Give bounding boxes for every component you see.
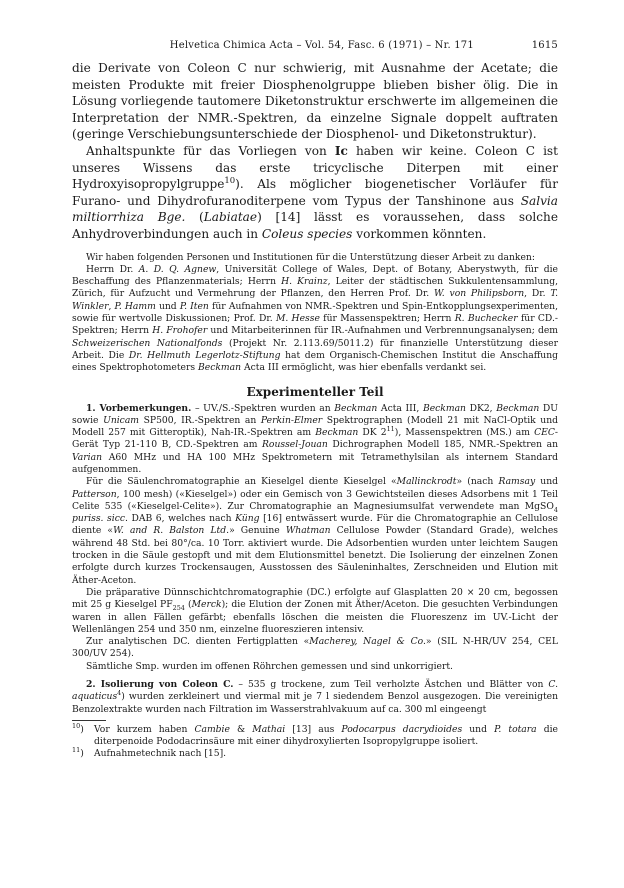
text-run: Anhaltspunkte für das Vorliegen von [86,143,335,158]
brand-name: Beckman [496,402,540,414]
text-run: Herrn Dr. [86,263,139,275]
person-name: W. von Philipsborn [433,288,525,300]
text-run: ), Massenspektren (MS.) am [394,427,535,439]
tlc-analytical-paragraph [72,636,558,661]
text-run: , Leiter der städtischen Sukkulentensammlung, Zürich, für Aufzucht und Vermehrung der Pflanzen, den Herren Prof. Dr. [72,276,558,300]
footnote-ref: 11 [386,425,395,434]
text-run: ); die Elution der Zonen mit Äther/Aceton. Die gesuchten Verbindungen waren in allen Fällen gefärbt; ebenfalls löschen die meisten die Fluoreszenz im UV.-Licht der Wellenlängen 254 und 350 nm, einzelne fluoreszieren intensiv. [72,599,558,635]
subscript: 4 [553,505,558,514]
text-run: , [108,300,115,312]
person-name: Cambie [194,723,230,735]
text-run: ) [14] lässt es voraussehen, dass solche Anhydroverbindungen auch in [72,210,558,241]
species-name: P. totara [494,723,537,735]
brand-name: W. and R. Balston Ltd. [113,525,230,537]
text-run: vorkommen könnten. [352,226,487,241]
person-name: Ramsay [498,476,536,488]
text-run: Cellulose Powder (Standard Grade), welches während 48 Std. bei 80°/ca. 10 Torr. aktiviert wurde. Die Adsorbentien wurden unter leichtem Saugen trocken in die Säule gestopft und mit dem Elutionsmittel benetzt. Die Isolierung der einzelnen Zonen erfolgte durch kurzes Trockensaugen, Ausstossen des Säuleninhaltes, Zerschneiden und Elution mit Äther-Aceton. [72,525,558,586]
person-name: T. Winkler [72,288,559,312]
text-run: die diterpenoide Pododacrinsäure mit einer dihydroxylierten Isopropylgruppe isoliert. [94,723,558,747]
text-run: ( [184,599,192,611]
person-name: H. Frohofer [152,325,208,337]
text-run: und [462,723,495,735]
body-paragraph-1: die Derivate von Coleon C nur schwierig, mit Ausnahme der Acetate; die meisten Produkte mit freier Diosphenolgruppe blieben bisher ölig. Die in Lösung vorliegende tautomere Diketonstruktur erschwerte im allgemeinen die Interpretation der NMR.-Spektren, da einzelne Signale doppelt auftraten (geringe Verschiebungsunterschiede der Diosphenol- und Diketonstruktur). [72,61,558,142]
text-run: -Gerät Typ 21-110 B, CD.-Spektren am [72,427,559,451]
page [72,40,558,759]
text-run: , 100 mesh) («Kieselgel») oder ein Gemisch von 3 Gewichtsteilen dieses Adsorbens mit 1 Teil Celite 535 («Kieselgel-Celite»). Zur Chromatographie an Magnesiumsulfat verwendete man MgSO [72,488,558,512]
text-run: » Genuine [229,525,286,537]
text-run: hat dem Organisch-Chemischen Institut die Anschaffung eines Spektrophotometers [72,349,559,374]
brand-name: Varian [72,451,102,463]
person-name: M. Hesse [275,313,320,325]
text-run: DK 2 [358,427,387,439]
footnote-number: $^{10}$) [72,721,84,735]
footnote-divider [72,720,106,721]
person-name: Patterson [72,488,117,500]
body-paragraph-2 [72,143,558,243]
text-run: ( [185,210,204,225]
footnote-marker: 10 [72,721,81,730]
section-title: Experimenteller Teil [246,384,384,399]
brand-name: Beckman [198,362,242,374]
column-chromatography-paragraph [72,476,558,587]
brand-name: Merck [191,599,222,611]
institution-name: Schweizerischen Nationalfonds [72,337,223,349]
text-run: und [155,300,180,312]
text-run: Dichrographen Modell 185, NMR.-Spektren an [327,439,558,451]
footnote-text: Aufnahmetechnik nach [15]. [94,747,227,759]
text-run: Vor kurzem haben [94,723,195,735]
page-number: 1615 [531,40,558,51]
subsection-heading: 1. Vorbemerkungen. [86,402,192,414]
text-run: und [535,476,558,488]
brand-name: Whatman [285,525,331,537]
footnote-ref: 10 [224,175,236,186]
footnote-marker: 11 [72,745,81,754]
brand-name: Perkin-Elmer [260,414,323,426]
text-run: – UV./S.-Spektren wurden an [191,402,335,414]
text-run: Acta III ermöglicht, was hier ebenfalls verdankt sei. [241,362,487,374]
family-name: Labiatae [203,210,258,225]
section-2-paragraph [72,679,558,716]
text-run: » (SIL N-HR/UV 254, CEL 300/UV 254). [72,636,558,660]
brand-name: CEC [534,427,555,439]
brand-name: Beckman [315,427,359,439]
brand-name: Beckman [422,402,466,414]
text-run: Für die Säulenchromatographie an Kieselgel diente Kieselgel « [86,476,397,488]
institution-name: Dr. Hellmuth Legerlotz-Stiftung [128,349,281,361]
subscript: 254 [172,604,185,613]
text-run: » (nach [456,476,499,488]
text-run: [13] aus [285,723,342,735]
text-run: für Aufnahmen von NMR.-Spektren und Spin-Entkopplungsexperimenten, sowie für wertvolle Diskussionen; Prof. Dr. [72,300,559,325]
section-1-paragraph [72,403,558,477]
text-run: , Universität College of Wales, Dept. of Botany, Aberystwyth, für die Beschaffung des Pflanzenmaterials; Herrn [72,263,558,288]
person-name: P. Hamm [114,300,156,312]
brand-name: Roussel-Jouan [262,439,328,451]
text-run: A60 MHz und HA 100 MHz Spektrometern mit Tetramethylsilan als internem Standard aufgenommen. [72,451,558,475]
acknowledgement-body [72,264,558,375]
text-run: SP500, IR.-Spektren an [139,414,261,426]
text-run: Die präparative Dünnschichtchromatographie (DC.) erfolgte auf Glasplatten 20 × 20 cm, begossen mit 25 g Kieselgel PF [72,586,558,611]
species-name: C. aquaticus [72,679,558,703]
person-name: Küng [235,513,260,525]
text-run: ) wurden zerkleinert und viermal mit je 7 l siedendem Benzol ausgezogen. Die vereinigten Benzolextrakte wurden nach Filtration im Wasserstrahlvakuum auf ca. 300 ml eingeengt [72,691,558,715]
text-run: Zur analytischen DC. dienten Fertigplatten « [86,636,310,648]
person-name: R. Buchecker [454,313,518,325]
brand-name: Macherey, Nagel & Co. [309,636,426,648]
melting-point-paragraph: Sämtliche Smp. wurden im offenen Röhrchen gemessen und sind unkorrigiert. [86,660,453,672]
person-name: A. D. Q. Agnew [138,263,217,275]
text-run: , Dr. [524,288,551,300]
compound-ref: Ic [334,143,348,158]
footnote-number: $^{11}$) [72,745,84,759]
text-run: DAB 6, welches nach [127,513,236,525]
text-run: (Projekt Nr. 2.113.69/5011.2) für finanzielle Unterstützung dieser Arbeit. Die [72,337,558,361]
brand-name: Mallinckrodt [396,476,457,488]
subsection-heading: 2. Isolierung von Coleon C. [86,679,234,691]
text-run: – 535 g trockene, zum Teil verholzte Ästchen und Blätter von [233,679,549,691]
text-run: DU sowie [72,402,558,426]
text-run: & [229,723,253,735]
text-run: für CD.-Spektren; Herrn [72,313,558,337]
species-name: Salvia miltiorrhiza Bge. [72,193,558,225]
brand-name: Unicam [103,414,140,426]
text-run: Spektrographen (Modell 21 mit NaCl-Optik und Modell 257 mit Gitteroptik), Nah-IR.-Spektren am [72,414,559,439]
footnote-text [94,724,558,748]
running-head: Helvetica Chimica Acta – Vol. 54, Fasc. 6 (1971) – Nr. 171 [169,40,474,51]
species-name: Podocarpus dacrydioides [341,723,463,735]
grade-name: puriss. sicc. [72,513,128,525]
text-run: Acta III, [377,402,423,414]
running-header [72,40,558,51]
text-run: haben wir keine. Coleon C ist unseres Wissens das erste tricyclische Diterpen mit einer Hydroxyisopropylgruppe [72,143,559,192]
brand-name: Beckman [334,402,378,414]
person-name: P. Iten [179,300,209,312]
tlc-preparative-paragraph [72,587,558,636]
text-run: ). Als möglicher biogenetischer Vorläufer für Furano- und Dihydrofuranoditerpene vom Typus der Tanshinone aus [72,177,558,208]
person-name: H. Krainz [281,276,328,288]
footnote-10 [72,721,558,748]
text-run: DK2, [465,402,497,414]
footnote-ref: 4 [117,689,122,698]
person-name: Mathai [252,723,286,735]
text-run: und Mitarbeiterinnen für IR.-Aufnahmen und Verbrennungsanalysen; dem [207,325,558,337]
text-run: [16] entwässert wurde. Für die Chromatographie an Cellulose diente « [72,513,558,537]
text-run: für Massenspektren; Herrn [319,313,455,325]
acknowledgement-intro: Wir haben folgenden Personen und Institutionen für die Unterstützung dieser Arbeit zu danken: [86,251,535,263]
footnote-11 [72,745,558,760]
species-name: Coleus species [261,226,353,241]
